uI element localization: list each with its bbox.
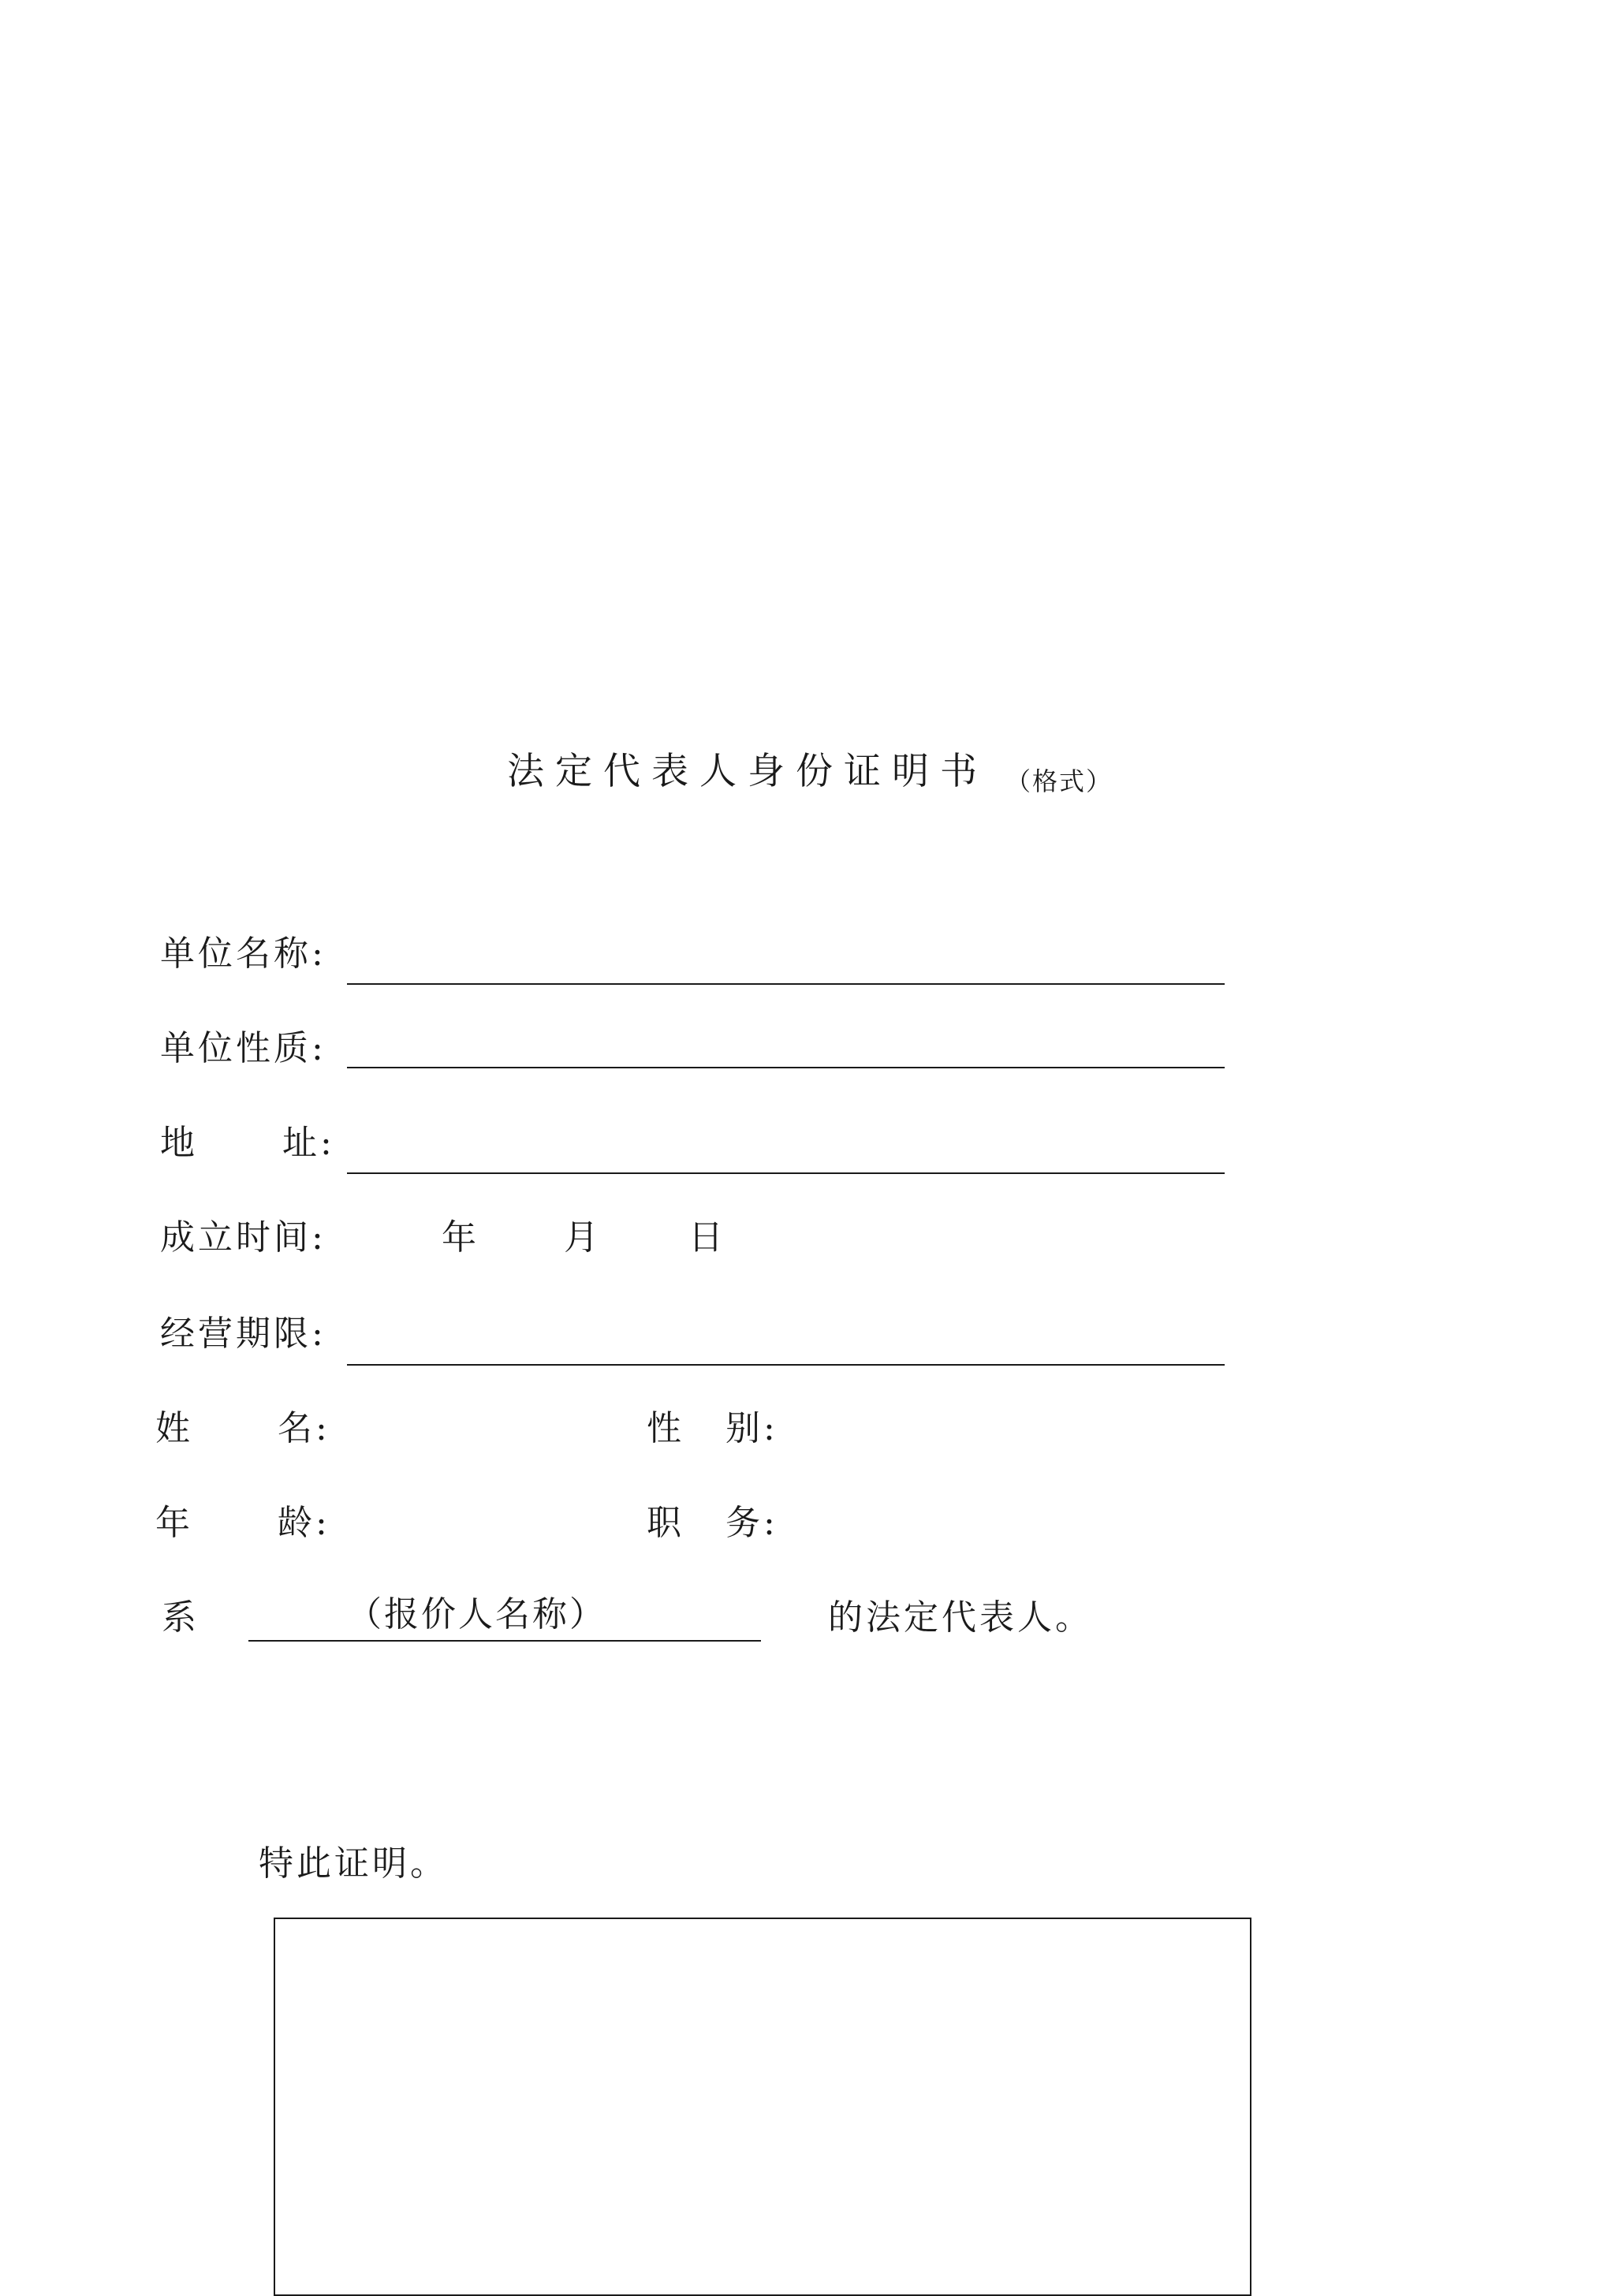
document-subtitle: （格式） <box>1005 766 1113 796</box>
gender-label-part1: 性 <box>647 1408 684 1448</box>
established-label: 成立时间: <box>160 1217 326 1258</box>
statement-suffix: 的法定代表人。 <box>828 1597 1093 1638</box>
address-line[interactable] <box>347 1172 1225 1174</box>
unit-nature-label: 单位性质: <box>160 1028 326 1068</box>
address-label-part1: 地 <box>160 1123 198 1163</box>
unit-name-label: 单位名称: <box>160 934 326 974</box>
bidder-name-line[interactable] <box>248 1640 761 1642</box>
statement-prefix: 系 <box>162 1597 200 1638</box>
document-title: 法定代表人身份证明书 <box>507 750 988 793</box>
name-label-part1: 姓 <box>155 1408 193 1448</box>
age-label-part1: 年 <box>155 1503 193 1543</box>
closing-text: 特此证明。 <box>259 1843 448 1884</box>
day-label: 日 <box>688 1217 723 1258</box>
year-label: 年 <box>442 1217 476 1258</box>
position-label-part2: 务: <box>725 1503 778 1543</box>
month-label: 月 <box>564 1217 599 1258</box>
business-term-line[interactable] <box>347 1364 1225 1366</box>
attachment-box <box>274 1918 1251 2296</box>
address-label-part2: 址: <box>282 1123 335 1163</box>
unit-nature-line[interactable] <box>347 1067 1225 1068</box>
business-term-label: 经营期限: <box>160 1314 326 1354</box>
position-label-part1: 职 <box>647 1503 684 1543</box>
gender-label-part2: 别: <box>725 1408 778 1448</box>
age-label-part2: 龄: <box>278 1503 330 1543</box>
name-label-part2: 名: <box>278 1408 330 1448</box>
unit-name-line[interactable] <box>347 983 1225 985</box>
bidder-name-placeholder: （报价人名称） <box>347 1594 606 1634</box>
